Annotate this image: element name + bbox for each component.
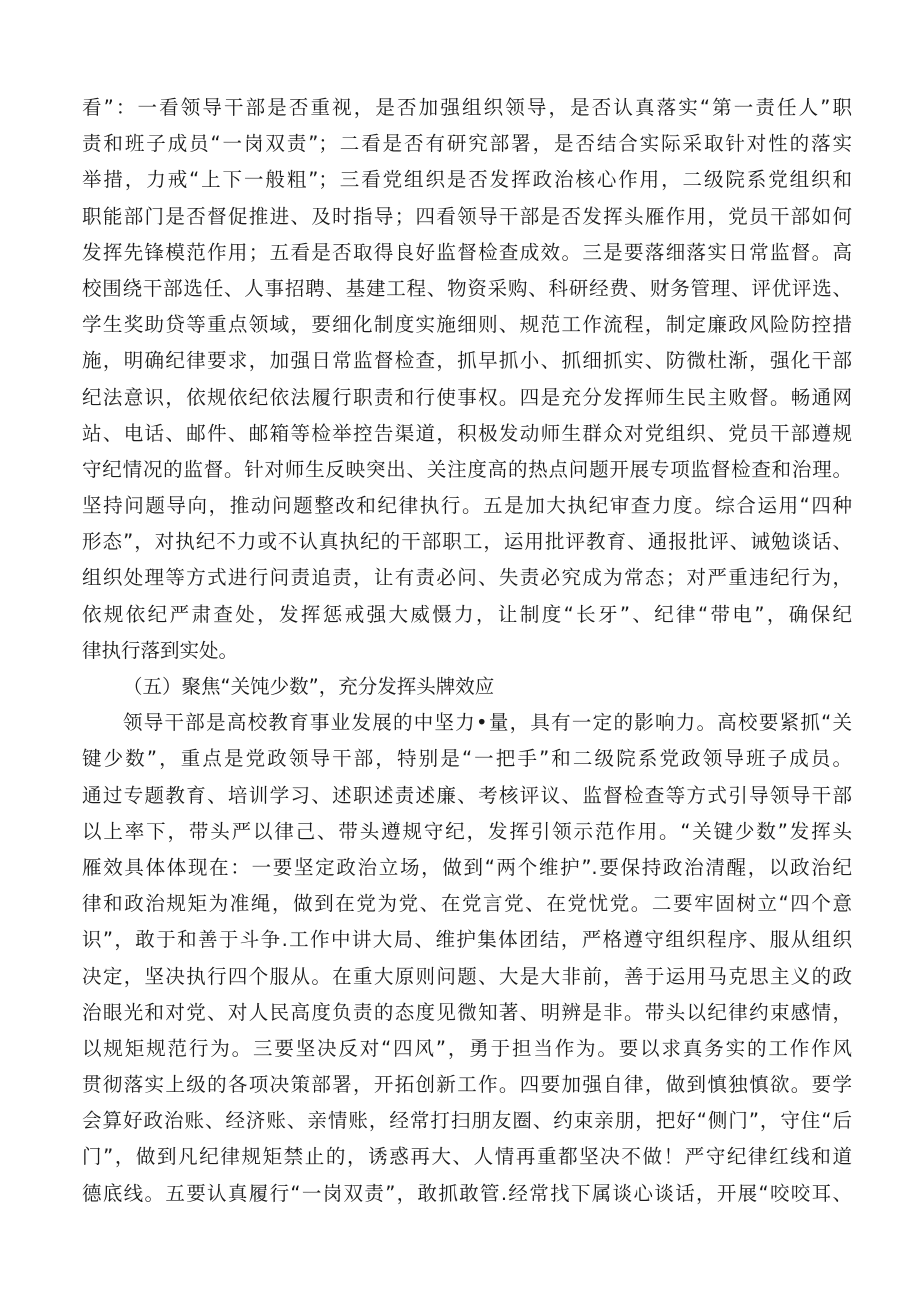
section-heading: （五）聚焦“关饨少数”，充分发挥头牌效应 (123, 675, 495, 698)
text-line: 形态”，对执纪不力或不认真执纪的干部职工，运用批评教育、通报批评、诫勉谈话、 (82, 530, 852, 554)
text-line: 识”，敢于和善于斗争.工作中讲大局、维护集体团结，严格遵守组织程序、服从组织 (82, 928, 852, 952)
text-line: 坚持问题导向，推动问题整改和纪律执行。五是加大执纪审查力度。综合运用“四种 (82, 494, 852, 518)
text-line: 学生奖助贷等重点领域，要细化制度实施细则、规范工作流程，制定廉政风险防控措 (82, 313, 852, 337)
text-line: 雁效具体体现在：一要坚定政治立场，做到“两个维护”.要保持政治清醒，以政治纪 (82, 855, 852, 879)
text-line: 治眼光和对党、对人民高度负责的态度见微知著、明辨是非。带头以纪律约束感情， (82, 1000, 852, 1024)
text-line: 键少数”，重点是党政领导干部，特别是“一把手”和二级院系党政领导班子成员。 (82, 747, 852, 771)
text-line: 校围绕干部选任、人事招聘、基建工程、物资采购、科研经费、财务管理、评优评选、 (82, 276, 852, 300)
text-line: 以规矩规范行为。三要坚决反对“四风”，勇于担当作为。要以求真务实的工作作风 (82, 1036, 852, 1060)
text-line: 会算好政治账、经济账、亲情账，经常打扫朋友圈、约束亲朋，把好“侧门”，守住“后 (82, 1109, 852, 1133)
text-line: 门”，做到凡纪律规矩禁止的，诱惑再大、人情再重都坚决不做！严守纪律红线和道 (82, 1145, 852, 1169)
text-line: 守纪情况的监督。针对师生反映突出、关注度高的热点问题开展专项监督检查和治理。 (82, 457, 852, 481)
text-line: 责和班子成员“一岗双责”；二看是否有研究部署，是否结合实际采取针对性的落实 (82, 132, 852, 156)
text-line: 德底线。五要认真履行“一岗双责”，敢抓敢管.经常找下属谈心谈话，开展“咬咬耳、 (82, 1181, 852, 1205)
text-line: 通过专题教育、培训学习、述职述责述廉、考核评议、监督检查等方式引导领导干部 (82, 783, 852, 807)
text-line: 决定，坚决执行四个服从。在重大原则问题、大是大非前，善于运用马克思主义的政 (82, 964, 852, 988)
body-text (82, 90, 852, 1212)
text-line: 依规依纪严肃查处，发挥惩戒强大威慑力，让制度“长牙”、纪律“带电”，确保纪 (82, 602, 852, 626)
text-line: 发挥先锋模范作用；五看是否取得良好监督检查成效。三是要落细落实日常监督。高 (82, 240, 852, 264)
text-line: 以上率下，带头严以律己、带头遵规守纪，发挥引领示范作用。“关键少数”发挥头 (82, 819, 852, 843)
text-line: 领导干部是高校教育事业发展的中坚力•量，具有一定的影响力。高校要紧抓“关 (123, 711, 852, 735)
text-line: 举措，力戒“上下一般粗”；三看党组织是否发挥政治核心作用，二级院系党组织和 (82, 168, 852, 192)
text-line: 律和政治规矩为准绳，做到在党为党、在党言党、在党忧党。二要牢固树立“四个意 (82, 892, 852, 916)
text-line: 施，明确纪律要求，加强日常监督检查，抓早抓小、抓细抓实、防微杜渐，强化干部 (82, 349, 852, 373)
text-line: 组织处理等方式进行问责追责，让有责必问、失责必究成为常态；对严重违纪行为， (82, 566, 852, 590)
text-line: 纪法意识，依规依纪依法履行职责和行使事权。四是充分发挥师生民主败督。畅通网 (82, 385, 852, 409)
text-line: 看”：一看领导干部是否重视，是否加强组织领导，是否认真落实“第一责任人”职 (82, 96, 852, 119)
text-line: 贯彻落实上级的各项决策部署，开拓创新工作。四要加强自律，做到慎独慎欲。要学 (82, 1073, 852, 1097)
text-line: 律执行落到实处。 (82, 638, 239, 662)
text-line: 职能部门是否督促推进、及时指导；四看领导干部是否发挥头雁作用，党员干部如何 (82, 204, 852, 228)
text-line: 站、电话、邮件、邮箱等检举控告渠道，积极发动师生群众对党组织、党员干部遵规 (82, 421, 852, 445)
